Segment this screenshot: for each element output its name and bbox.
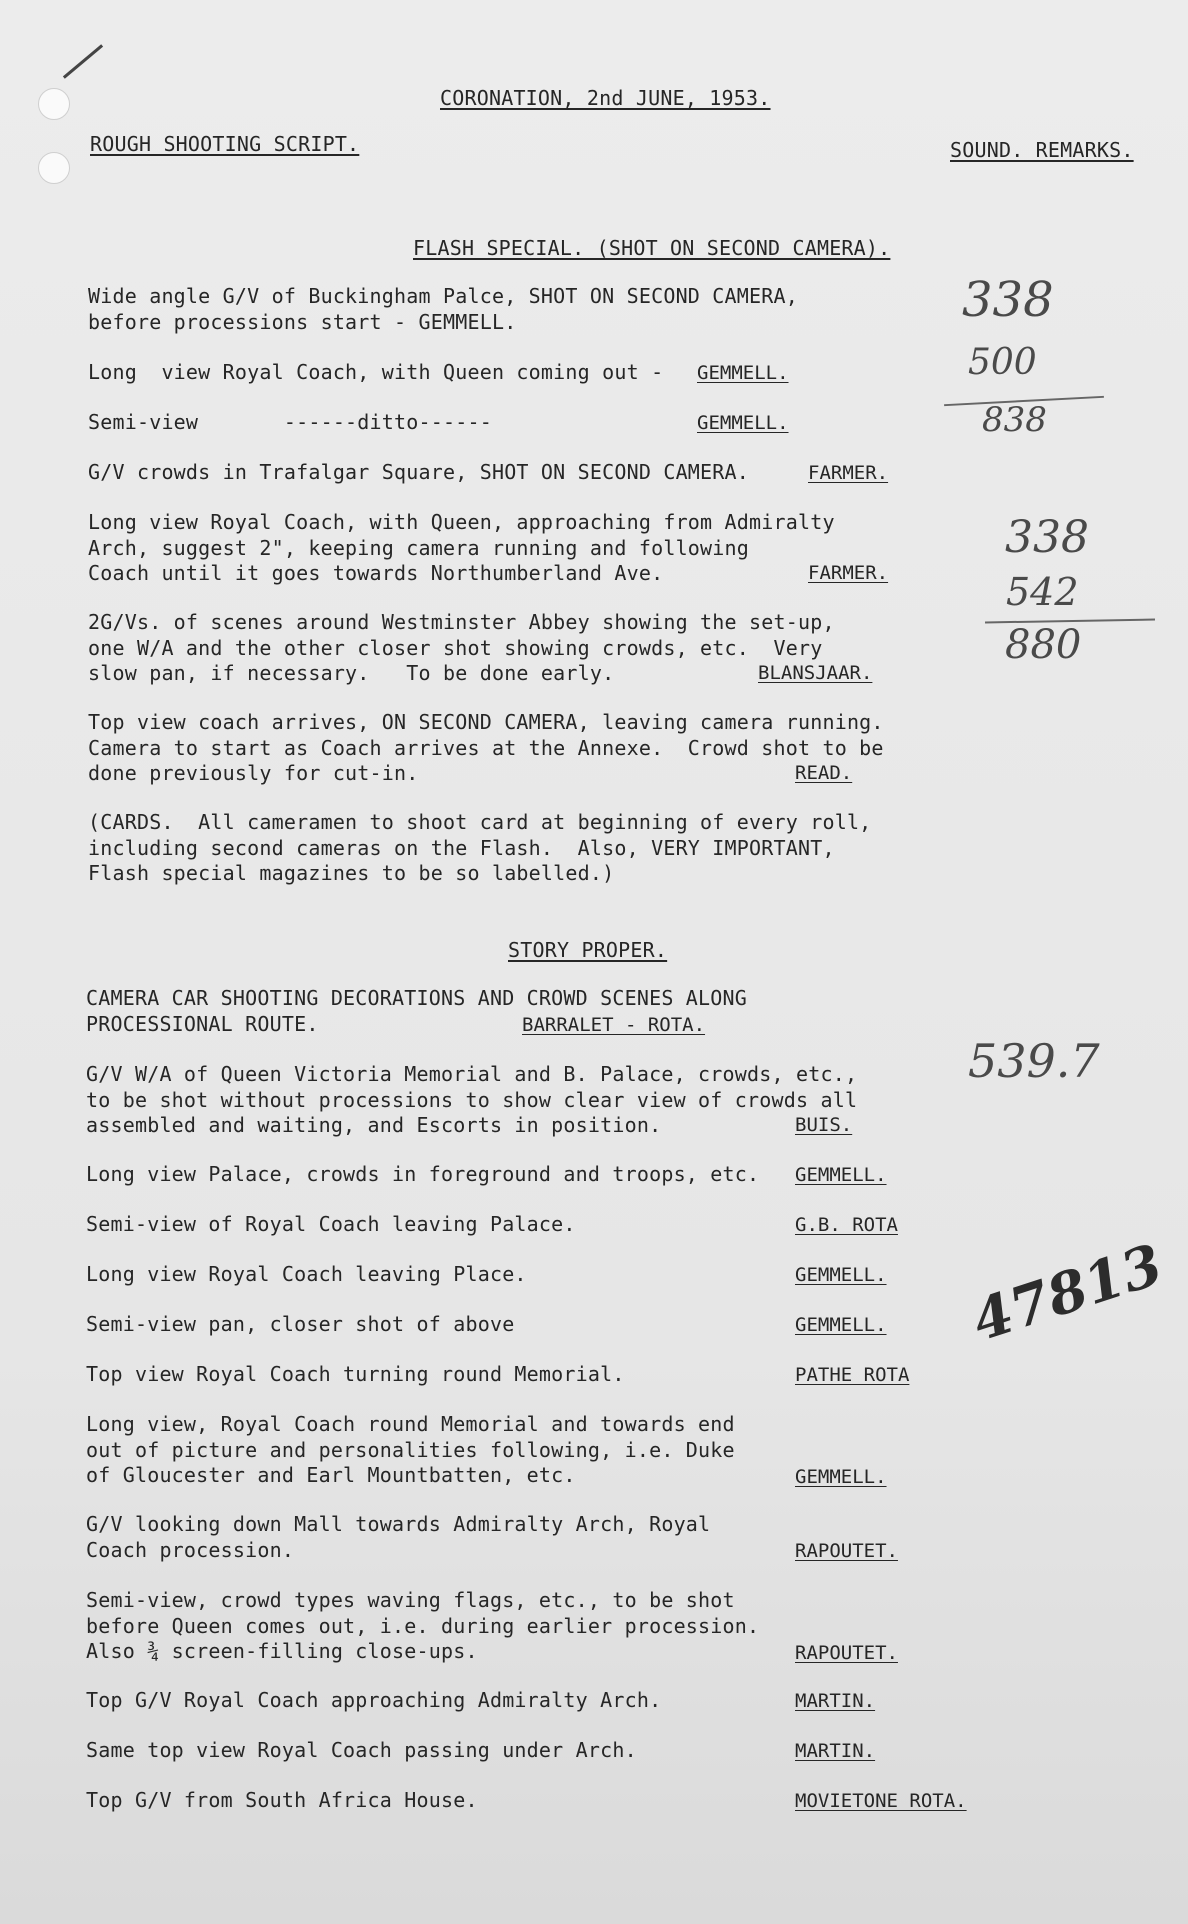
handwritten-number: 880 xyxy=(1005,622,1082,668)
cameraman: GEMMELL. xyxy=(697,362,789,384)
cameraman: MARTIN. xyxy=(795,1690,876,1712)
cameraman: BLANSJAAR. xyxy=(758,662,873,684)
handwritten-number: 338 xyxy=(962,272,1054,328)
cameraman: G.B. ROTA xyxy=(795,1214,898,1236)
script-label: ROUGH SHOOTING SCRIPT. xyxy=(90,132,360,156)
cameraman: FARMER. xyxy=(808,462,889,484)
cameraman: RAPOUTET. xyxy=(795,1642,898,1664)
cameraman: BARRALET - ROTA. xyxy=(522,1014,706,1036)
shot-entry: G/V crowds in Trafalgar Square, SHOT ON SECOND CAMERA. xyxy=(88,460,750,484)
shot-entry: Same top view Royal Coach passing under Arch. xyxy=(86,1738,637,1762)
shot-entry: Top G/V from South Africa House. xyxy=(86,1788,478,1812)
cameraman: BUIS. xyxy=(795,1114,853,1136)
cards-note: (CARDS. All cameramen to shoot card at beginning of every roll, including second cameras on the Flash. Also, VERY IMPORTANT, Flash special magazines to be so labelled.) xyxy=(88,810,872,885)
shot-entry: Long view Royal Coach, with Queen, approaching from Admiralty Arch, suggest 2", keeping camera running and following Coach until it goes towards Northumberland Ave. xyxy=(88,510,835,585)
shot-entry: Top view coach arrives, ON SECOND CAMERA, leaving camera running. Camera to start as Coach arrives at the Annexe. Crowd shot to be done previously for cut-in. xyxy=(88,710,884,785)
punch-hole xyxy=(38,152,70,184)
shot-entry: Top G/V Royal Coach approaching Admiralty Arch. xyxy=(86,1688,662,1712)
cameraman: RAPOUTET. xyxy=(795,1540,898,1562)
cameraman: GEMMELL. xyxy=(795,1164,887,1186)
section-heading-story-proper: STORY PROPER. xyxy=(508,938,668,962)
cameraman: GEMMELL. xyxy=(795,1466,887,1488)
handwritten-number: 338 xyxy=(1005,512,1089,563)
handwritten-number: 47813 xyxy=(964,1231,1171,1355)
cameraman: GEMMELL. xyxy=(795,1264,887,1286)
shot-entry: G/V looking down Mall towards Admiralty Arch, Royal Coach procession. xyxy=(86,1512,711,1562)
shot-entry: Long view, Royal Coach round Memorial and towards end out of picture and personalities following, i.e. Duke of Gloucester and Earl Mountbatten, etc. xyxy=(86,1412,735,1487)
cameraman: GEMMELL. xyxy=(697,412,789,434)
handwritten-number: 542 xyxy=(1006,570,1079,614)
shot-entry: Long view Royal Coach, with Queen coming out - xyxy=(88,360,664,384)
shot-entry: Wide angle G/V of Buckingham Palce, SHOT ON SECOND CAMERA, before processions start - GEMMELL. xyxy=(88,284,798,334)
shot-entry: Long view Palace, crowds in foreground and troops, etc. xyxy=(86,1162,760,1186)
column-heading-sound-remarks: SOUND. REMARKS. xyxy=(950,138,1134,162)
cameraman: FARMER. xyxy=(808,562,889,584)
shot-entry: Semi-view ------ditto------ xyxy=(88,410,492,434)
shot-entry: Semi-view, crowd types waving flags, etc., to be shot before Queen comes out, i.e. during earlier procession. Also ¾ screen-filling close-ups. xyxy=(86,1588,760,1663)
ink-mark xyxy=(63,44,103,78)
shot-entry: Semi-view of Royal Coach leaving Palace. xyxy=(86,1212,576,1236)
shot-entry: CAMERA CAR SHOOTING DECORATIONS AND CROWD SCENES ALONG PROCESSIONAL ROUTE. xyxy=(86,986,748,1036)
cameraman: GEMMELL. xyxy=(795,1314,887,1336)
handwritten-number: 838 xyxy=(982,400,1047,440)
cameraman: READ. xyxy=(795,762,853,784)
shot-entry: G/V W/A of Queen Victoria Memorial and B. Palace, crowds, etc., to be shot without processions to show clear view of crowds all assembled and waiting, and Escorts in position. xyxy=(86,1062,858,1137)
shot-entry: Semi-view pan, closer shot of above xyxy=(86,1312,515,1336)
handwritten-number: 539.7 xyxy=(968,1034,1100,1088)
punch-hole xyxy=(38,88,70,120)
section-heading-flash-special: FLASH SPECIAL. (SHOT ON SECOND CAMERA). xyxy=(413,236,891,260)
handwritten-number: 500 xyxy=(968,342,1037,383)
shot-entry: Long view Royal Coach leaving Place. xyxy=(86,1262,527,1286)
cameraman: MOVIETONE ROTA. xyxy=(795,1790,967,1812)
cameraman: PATHE ROTA xyxy=(795,1364,910,1386)
shot-entry: Top view Royal Coach turning round Memorial. xyxy=(86,1362,625,1386)
shot-entry: 2G/Vs. of scenes around Westminster Abbey showing the set-up, one W/A and the other closer shot showing crowds, etc. Very slow pan, if necessary. To be done early. xyxy=(88,610,835,685)
document-title: CORONATION, 2nd JUNE, 1953. xyxy=(440,86,771,110)
cameraman: MARTIN. xyxy=(795,1740,876,1762)
